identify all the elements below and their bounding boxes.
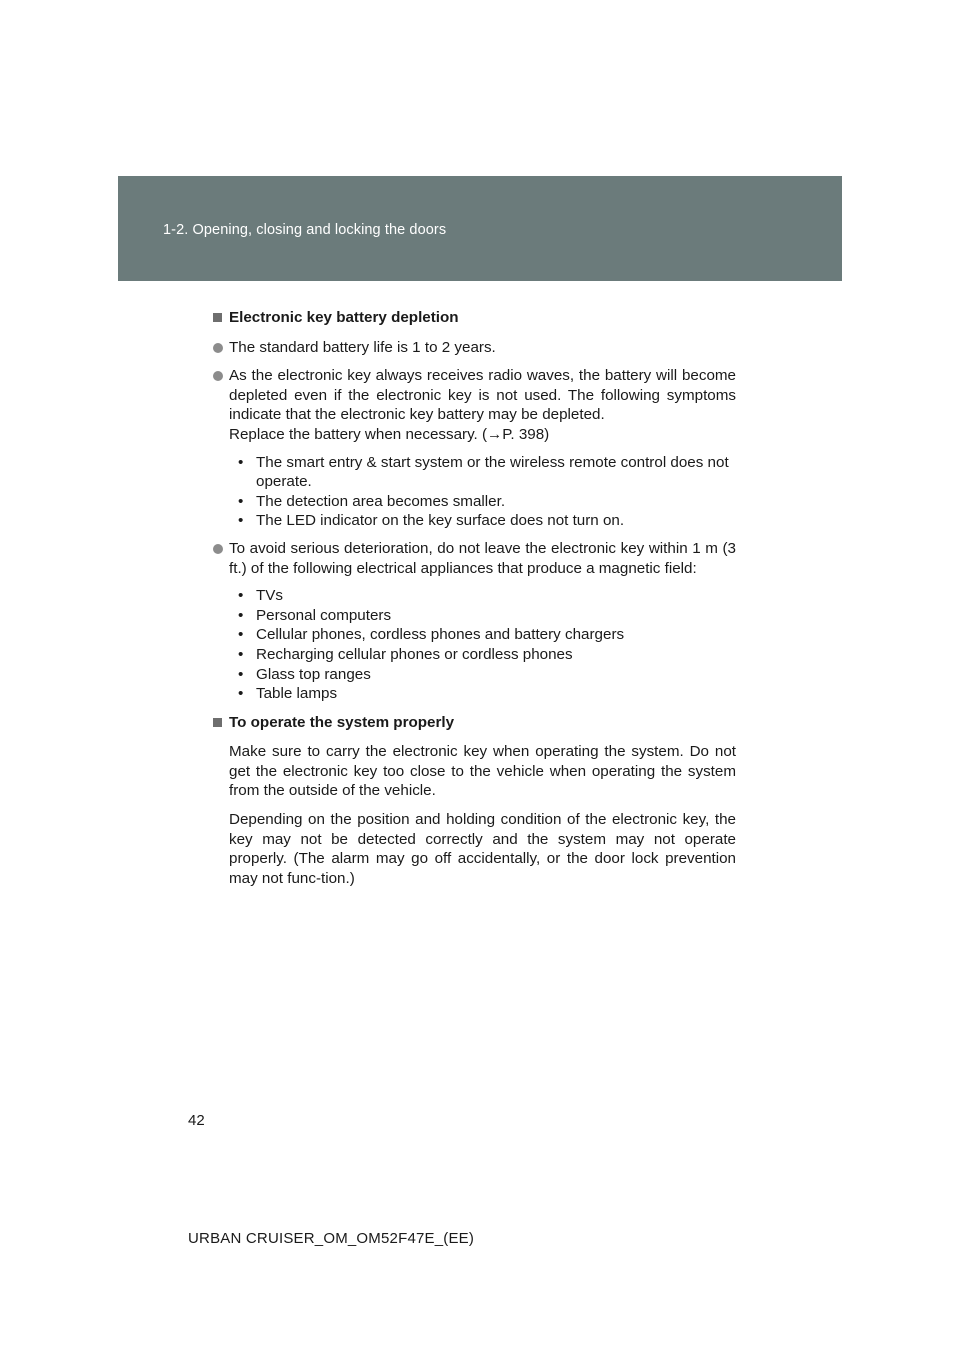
- page-content: [212, 308, 736, 897]
- section-header-band: [118, 176, 842, 281]
- square-bullet-icon: [213, 718, 222, 727]
- footer-document-code: URBAN CRUISER_OM_OM52F47E_(EE): [188, 1230, 475, 1247]
- list-item: • The smart entry & start system or the wireless remote control does not operate.: [238, 453, 729, 491]
- list-item: • Cellular phones, cordless phones and battery chargers: [238, 626, 625, 644]
- symptom-list: [212, 453, 736, 531]
- list-item: • Personal computers: [238, 606, 392, 624]
- list-item: • The detection area becomes smaller.: [238, 492, 506, 510]
- bullet-magnetic-field: To avoid serious deterioration, do not leave the electronic key within 1 m (3 ft.) of the following electrical appliances that produce a magnetic field:: [212, 539, 736, 578]
- bullet-battery-life: The standard battery life is 1 to 2 years.: [212, 338, 736, 358]
- circle-bullet-icon: [213, 544, 223, 554]
- appliance-list: [212, 586, 736, 704]
- bullet-radio-waves: As the electronic key always receives radio waves, the battery will become depleted even if the electronic key is not used. The following symptoms indicate that the electronic key battery may be depleted. Replace the battery when necessary. (→P. 398): [212, 366, 736, 444]
- replace-battery-note: Replace the battery when necessary. (→P. 398): [229, 425, 550, 443]
- list-item: • Recharging cellular phones or cordless phones: [238, 645, 573, 663]
- page-number: 42: [188, 1112, 205, 1129]
- section-title: 1-2. Opening, closing and locking the doors: [163, 222, 447, 238]
- circle-bullet-icon: [213, 371, 223, 381]
- list-item: • Glass top ranges: [238, 665, 371, 683]
- paragraph-key-position: Depending on the position and holding condition of the electronic key, the key may not be detected correctly and the system may not operate properly. (The alarm may go off accidentally, or the door lock prevention may not func-tion.): [229, 811, 736, 887]
- heading-operate-system: To operate the system properly: [212, 713, 736, 733]
- list-item: • The LED indicator on the key surface does not turn on.: [238, 512, 625, 530]
- heading-battery-depletion: Electronic key battery depletion: [212, 308, 736, 328]
- paragraph-carry-key: Make sure to carry the electronic key when operating the system. Do not get the electronic key too close to the vehicle when operating the system from the outside of the vehicle.: [229, 743, 736, 800]
- square-bullet-icon: [213, 313, 222, 322]
- list-item: • Table lamps: [238, 685, 338, 703]
- list-item: • TVs: [238, 587, 284, 605]
- circle-bullet-icon: [213, 343, 223, 353]
